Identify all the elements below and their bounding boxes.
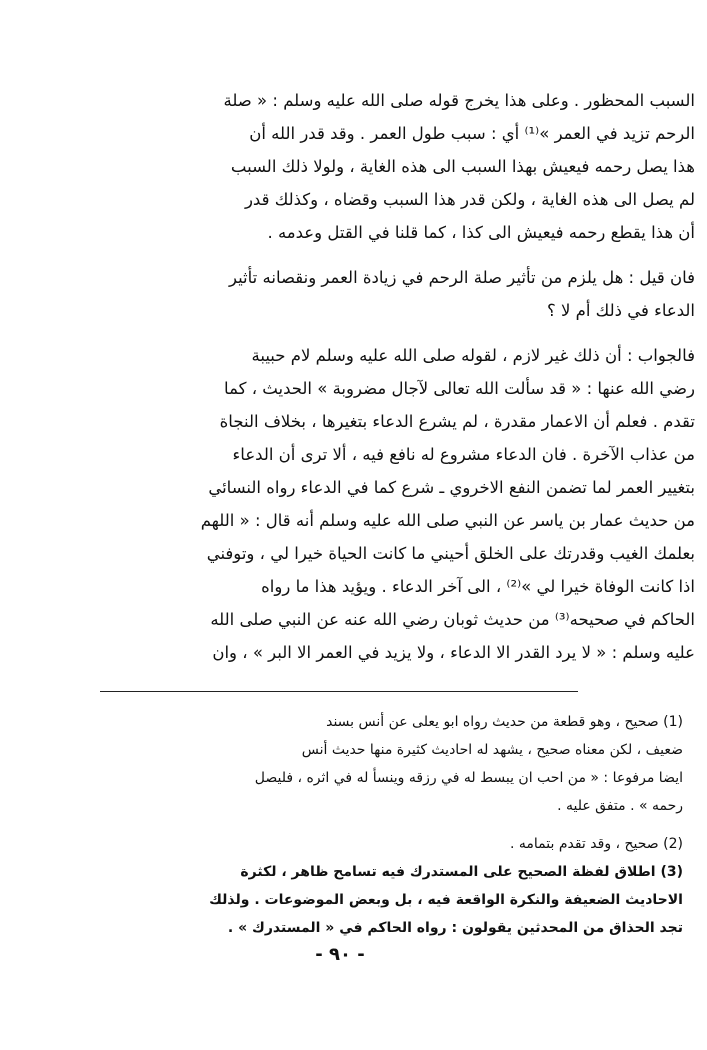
text-line: لم يصل الى هذه الغاية ، ولكن قدر هذا السبب وقضاه ، وكذلك قدر	[244, 190, 695, 209]
text-line: فان قيل : هل يلزم من تأثير صلة الرحم في زيادة العمر ونقصانه تأثير	[228, 268, 695, 287]
text-line: اذا كانت الوفاة خيرا لي »⁽²⁾ ، الى آخر الدعاء . ويؤيد هذا ما رواه	[261, 577, 695, 596]
paragraph-2	[84, 261, 695, 327]
footnote-3	[67, 858, 683, 942]
footnote-line: ضعيف ، لكن معناه صحيح ، يشهد له احاديث كثيرة منها حديث أنس	[301, 742, 683, 758]
text-line: بعلمك الغيب وقدرتك على الخلق أحيني ما كانت الحياة خيرا لي ، وتوفني	[206, 544, 695, 563]
paragraph-3	[84, 339, 695, 669]
text-line: الدعاء في ذلك أم لا ؟	[546, 301, 695, 320]
footnote-line: رحمه » . متفق عليه .	[557, 798, 683, 814]
footnote-1	[67, 708, 683, 820]
footnote-line: (1) صحيح ، وهو قطعة من حديث رواه ابو يعلى عن أنس بسند	[326, 714, 683, 730]
footnote-divider	[100, 691, 578, 692]
text-line: فالجواب : أن ذلك غير لازم ، لقوله صلى الله عليه وسلم لام حبيبة	[251, 346, 695, 365]
text-line: أن هذا يقطع رحمه فيعيش الى كذا ، كما قلنا في القتل وعدمه .	[267, 223, 695, 242]
text-line: بتغيير العمر لما تضمن النفع الاخروي ـ شرع كما في الدعاء رواه النسائي	[208, 478, 695, 497]
footnotes	[67, 708, 707, 942]
footnote-2: (2) صحيح ، وقد تقدم بتمامه .	[510, 836, 683, 852]
text-line: الحاكم في صحيحه⁽³⁾ من حديث ثوبان رضي الله عنه عن النبي صلى الله	[210, 610, 695, 629]
text-line: السبب المحظور . وعلى هذا يخرج قوله صلى الله عليه وسلم : « صلة	[223, 91, 695, 110]
text-line: رضي الله عنها : « قد سألت الله تعالى لآجال مضروبة » الحديث ، كما	[224, 379, 695, 398]
paragraph-1	[84, 84, 695, 249]
footnote-line: تجد الحذاق من المحدثين يقولون : رواه الحاكم في « المستدرك » .	[227, 920, 683, 936]
text-line: تقدم . فعلم أن الاعمار مقدرة ، لم يشرع الدعاء بتغيرها ، بخلاف النجاة	[219, 412, 695, 431]
footnote-line: ايضا مرفوعا : « من احب ان يبسط له في رزقه وينسأ له في اثره ، فليصل	[254, 770, 683, 786]
text-line: عليه وسلم : « لا يرد القدر الا الدعاء ، ولا يزيد في العمر الا البر » ، وان	[212, 643, 695, 662]
text-line: الرحم تزيد في العمر »⁽¹⁾ أي : سبب طول العمر . وقد قدر الله أن	[249, 124, 695, 143]
page-number: - ٩٠ -	[315, 944, 365, 965]
main-text	[84, 84, 707, 669]
text-line: هذا يصل رحمه فيعيش بهذا السبب الى هذه الغاية ، ولولا ذلك السبب	[230, 157, 695, 176]
footnote-line: الاحاديث الضعيفة والنكرة الواقعة فيه ، بل وبعض الموضوعات . ولذلك	[209, 892, 683, 908]
text-line: من حديث عمار بن ياسر عن النبي صلى الله عليه وسلم أنه قال : « اللهم	[200, 511, 695, 530]
text-line: من عذاب الآخرة . فان الدعاء مشروع له نافع فيه ، ألا ترى أن الدعاء	[232, 445, 695, 464]
footnote-line: (3) اطلاق لفظة الصحيح على المستدرك فيه تسامح ظاهر ، لكثرة	[240, 864, 683, 880]
